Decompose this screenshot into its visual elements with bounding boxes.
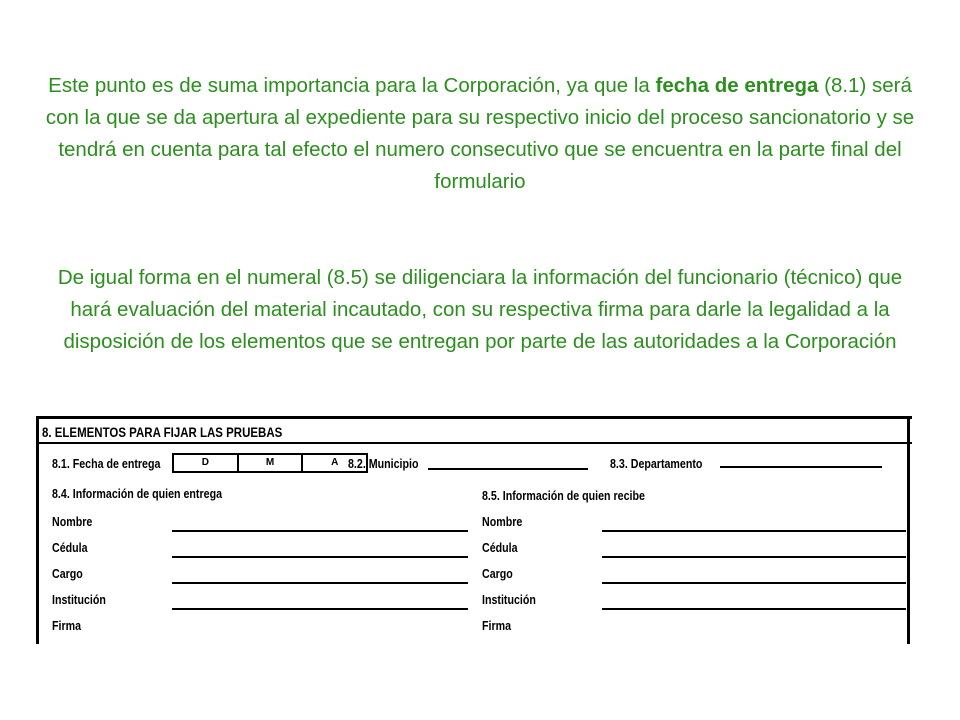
form-top-border: [36, 416, 912, 419]
departamento-label: 8.3. Departamento: [610, 456, 703, 471]
recibe-field-firma: Firma: [482, 618, 512, 633]
recibe-field-institucion: Institución: [482, 592, 536, 607]
form-title: 8. ELEMENTOS PARA FIJAR LAS PRUEBAS: [42, 424, 283, 440]
paragraph-informacion-funcionario: De igual forma en el numeral (8.5) se diligenciara la información del funcionario (técnico) que hará evaluación del material incautado, con su respectiva firma para darle la legalidad a la disposición de los elementos que se entregan por parte de las autoridades a la Corporación: [57, 266, 903, 353]
recibe-line-institucion: [602, 608, 906, 610]
recibe-line-cargo: [602, 582, 906, 584]
fecha-entrega-boxes: [172, 453, 368, 473]
recibe-field-cedula: Cédula: [482, 540, 518, 555]
form-right-border: [907, 416, 910, 644]
recibe-line-cedula: [602, 556, 906, 558]
day-cell: D: [174, 455, 239, 471]
entrega-field-firma: Firma: [52, 618, 82, 633]
municipio-label: 8.2. Municipio: [348, 456, 419, 471]
entrega-line-cargo: [172, 582, 468, 584]
recibe-field-cargo: Cargo: [482, 566, 513, 581]
year-cell: A: [331, 457, 339, 468]
form-scan: [36, 416, 912, 644]
entrega-section-title: 8.4. Información de quien entrega: [52, 486, 223, 501]
month-cell: M: [239, 455, 304, 471]
departamento-line: [720, 466, 882, 468]
fecha-entrega-label: 8.1. Fecha de entrega: [52, 456, 161, 471]
recibe-section-title: 8.5. Información de quien recibe: [482, 488, 645, 503]
recibe-line-nombre: [602, 530, 906, 532]
paragraph1-bold-term: fecha de entrega: [655, 74, 819, 97]
paragraph1-text-start: Este punto es de suma importancia para la Corporación, ya que la: [48, 74, 656, 97]
form-left-border: [36, 416, 39, 644]
entrega-line-nombre: [172, 530, 468, 532]
recibe-field-nombre: Nombre: [482, 514, 523, 529]
municipio-line: [428, 468, 588, 470]
paragraph1-text-end: (8.1) será con la que se da apertura al expediente para su respectivo inicio del proceso sancionatorio y se tendrá en cuenta para tal efecto el numero consecutivo que se encuentra en la parte final del formulario: [45, 74, 915, 193]
entrega-field-cargo: Cargo: [52, 566, 83, 581]
entrega-line-institucion: [172, 608, 468, 610]
entrega-field-nombre: Nombre: [52, 514, 93, 529]
entrega-line-cedula: [172, 556, 468, 558]
paragraph-fecha-entrega: [40, 70, 920, 198]
form-title-underline: [36, 442, 912, 444]
entrega-field-institucion: Institución: [52, 592, 106, 607]
entrega-field-cedula: Cédula: [52, 540, 88, 555]
